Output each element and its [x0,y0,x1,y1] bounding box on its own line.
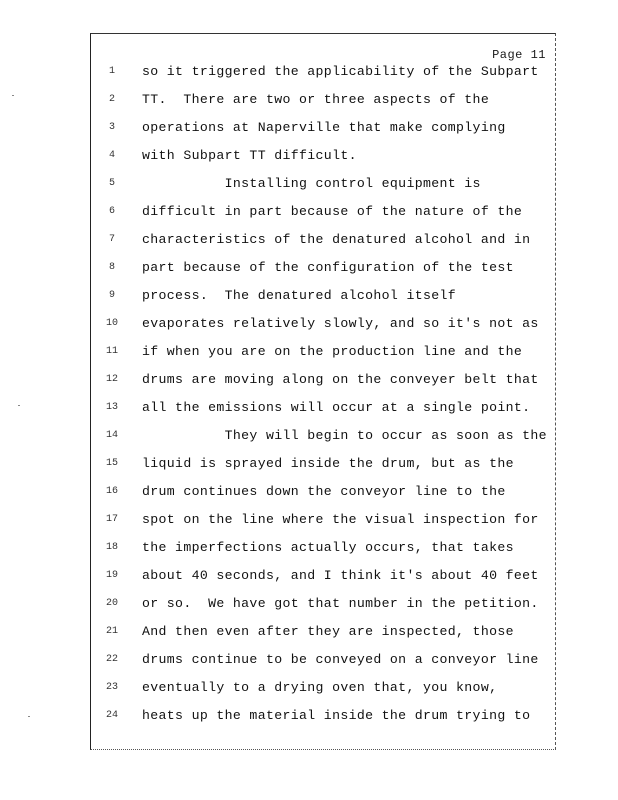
line-text: or so. We have got that number in the petition. [142,596,539,611]
line-number: 19 [105,570,118,581]
line-number: 16 [105,486,118,497]
line-text: so it triggered the applicability of the Subpart [142,64,539,79]
scan-speck [18,405,20,406]
line-text: if when you are on the production line and the [142,344,523,359]
line-text: eventually to a drying oven that, you know, [142,680,498,695]
line-text: the imperfections actually occurs, that takes [142,540,514,555]
scan-speck [28,716,30,717]
transcript-line [0,592,618,620]
line-number: 1 [108,66,115,77]
line-text: characteristics of the denatured alcohol and in [142,232,531,247]
transcript-line [0,424,618,452]
line-text: process. The denatured alcohol itself [142,288,457,303]
line-text: spot on the line where the visual inspection for [142,512,539,527]
line-text: part because of the configuration of the test [142,260,514,275]
transcript-line [0,116,618,144]
line-text: Installing control equipment is [142,176,481,191]
transcript-line [0,564,618,592]
transcript-line [0,88,618,116]
line-number: 14 [105,430,118,441]
transcript-line [0,340,618,368]
line-number: 13 [105,402,118,413]
line-text: TT. There are two or three aspects of the [142,92,490,107]
line-text: operations at Naperville that make complying [142,120,506,135]
transcript-line [0,480,618,508]
transcript-line [0,452,618,480]
line-text: liquid is sprayed inside the drum, but as the [142,456,514,471]
line-number: 4 [108,150,115,161]
transcript-line [0,228,618,256]
transcript-line [0,396,618,424]
line-number: 18 [105,542,118,553]
line-text: And then even after they are inspected, those [142,624,514,639]
transcript-line [0,676,618,704]
line-number: 3 [108,122,115,133]
line-number: 8 [108,262,115,273]
line-number: 20 [105,598,118,609]
line-number: 10 [105,318,118,329]
transcript-line [0,284,618,312]
line-text: evaporates relatively slowly, and so it's not as [142,316,539,331]
line-number: 15 [105,458,118,469]
page-number: Page 11 [492,48,546,62]
line-text: with Subpart TT difficult. [142,148,357,163]
line-text: all the emissions will occur at a single point. [142,400,531,415]
line-number: 22 [105,654,118,665]
transcript-line [0,312,618,340]
line-text: heats up the material inside the drum trying to [142,708,531,723]
transcript-line [0,256,618,284]
line-number: 23 [105,682,118,693]
transcript-line [0,172,618,200]
line-text: about 40 seconds, and I think it's about 40 feet [142,568,539,583]
line-number: 2 [108,94,115,105]
line-number: 11 [105,346,118,357]
line-text: They will begin to occur as soon as the [142,428,547,443]
transcript-line [0,368,618,396]
line-number: 21 [105,626,118,637]
line-text: drum continues down the conveyor line to the [142,484,506,499]
transcript-line [0,704,618,732]
transcript-line [0,200,618,228]
line-number: 5 [108,178,115,189]
line-number: 7 [108,234,115,245]
line-number: 24 [105,710,118,721]
line-text: difficult in part because of the nature of the [142,204,523,219]
line-number: 17 [105,514,118,525]
line-number: 9 [108,290,115,301]
scan-speck [12,95,14,96]
line-number: 12 [105,374,118,385]
transcript-line [0,536,618,564]
line-text: drums are moving along on the conveyer belt that [142,372,539,387]
transcript-line [0,144,618,172]
transcript-line [0,60,618,88]
transcript-line [0,620,618,648]
transcript-line [0,648,618,676]
transcript-line [0,508,618,536]
line-number: 6 [108,206,115,217]
line-text: drums continue to be conveyed on a conveyor line [142,652,539,667]
